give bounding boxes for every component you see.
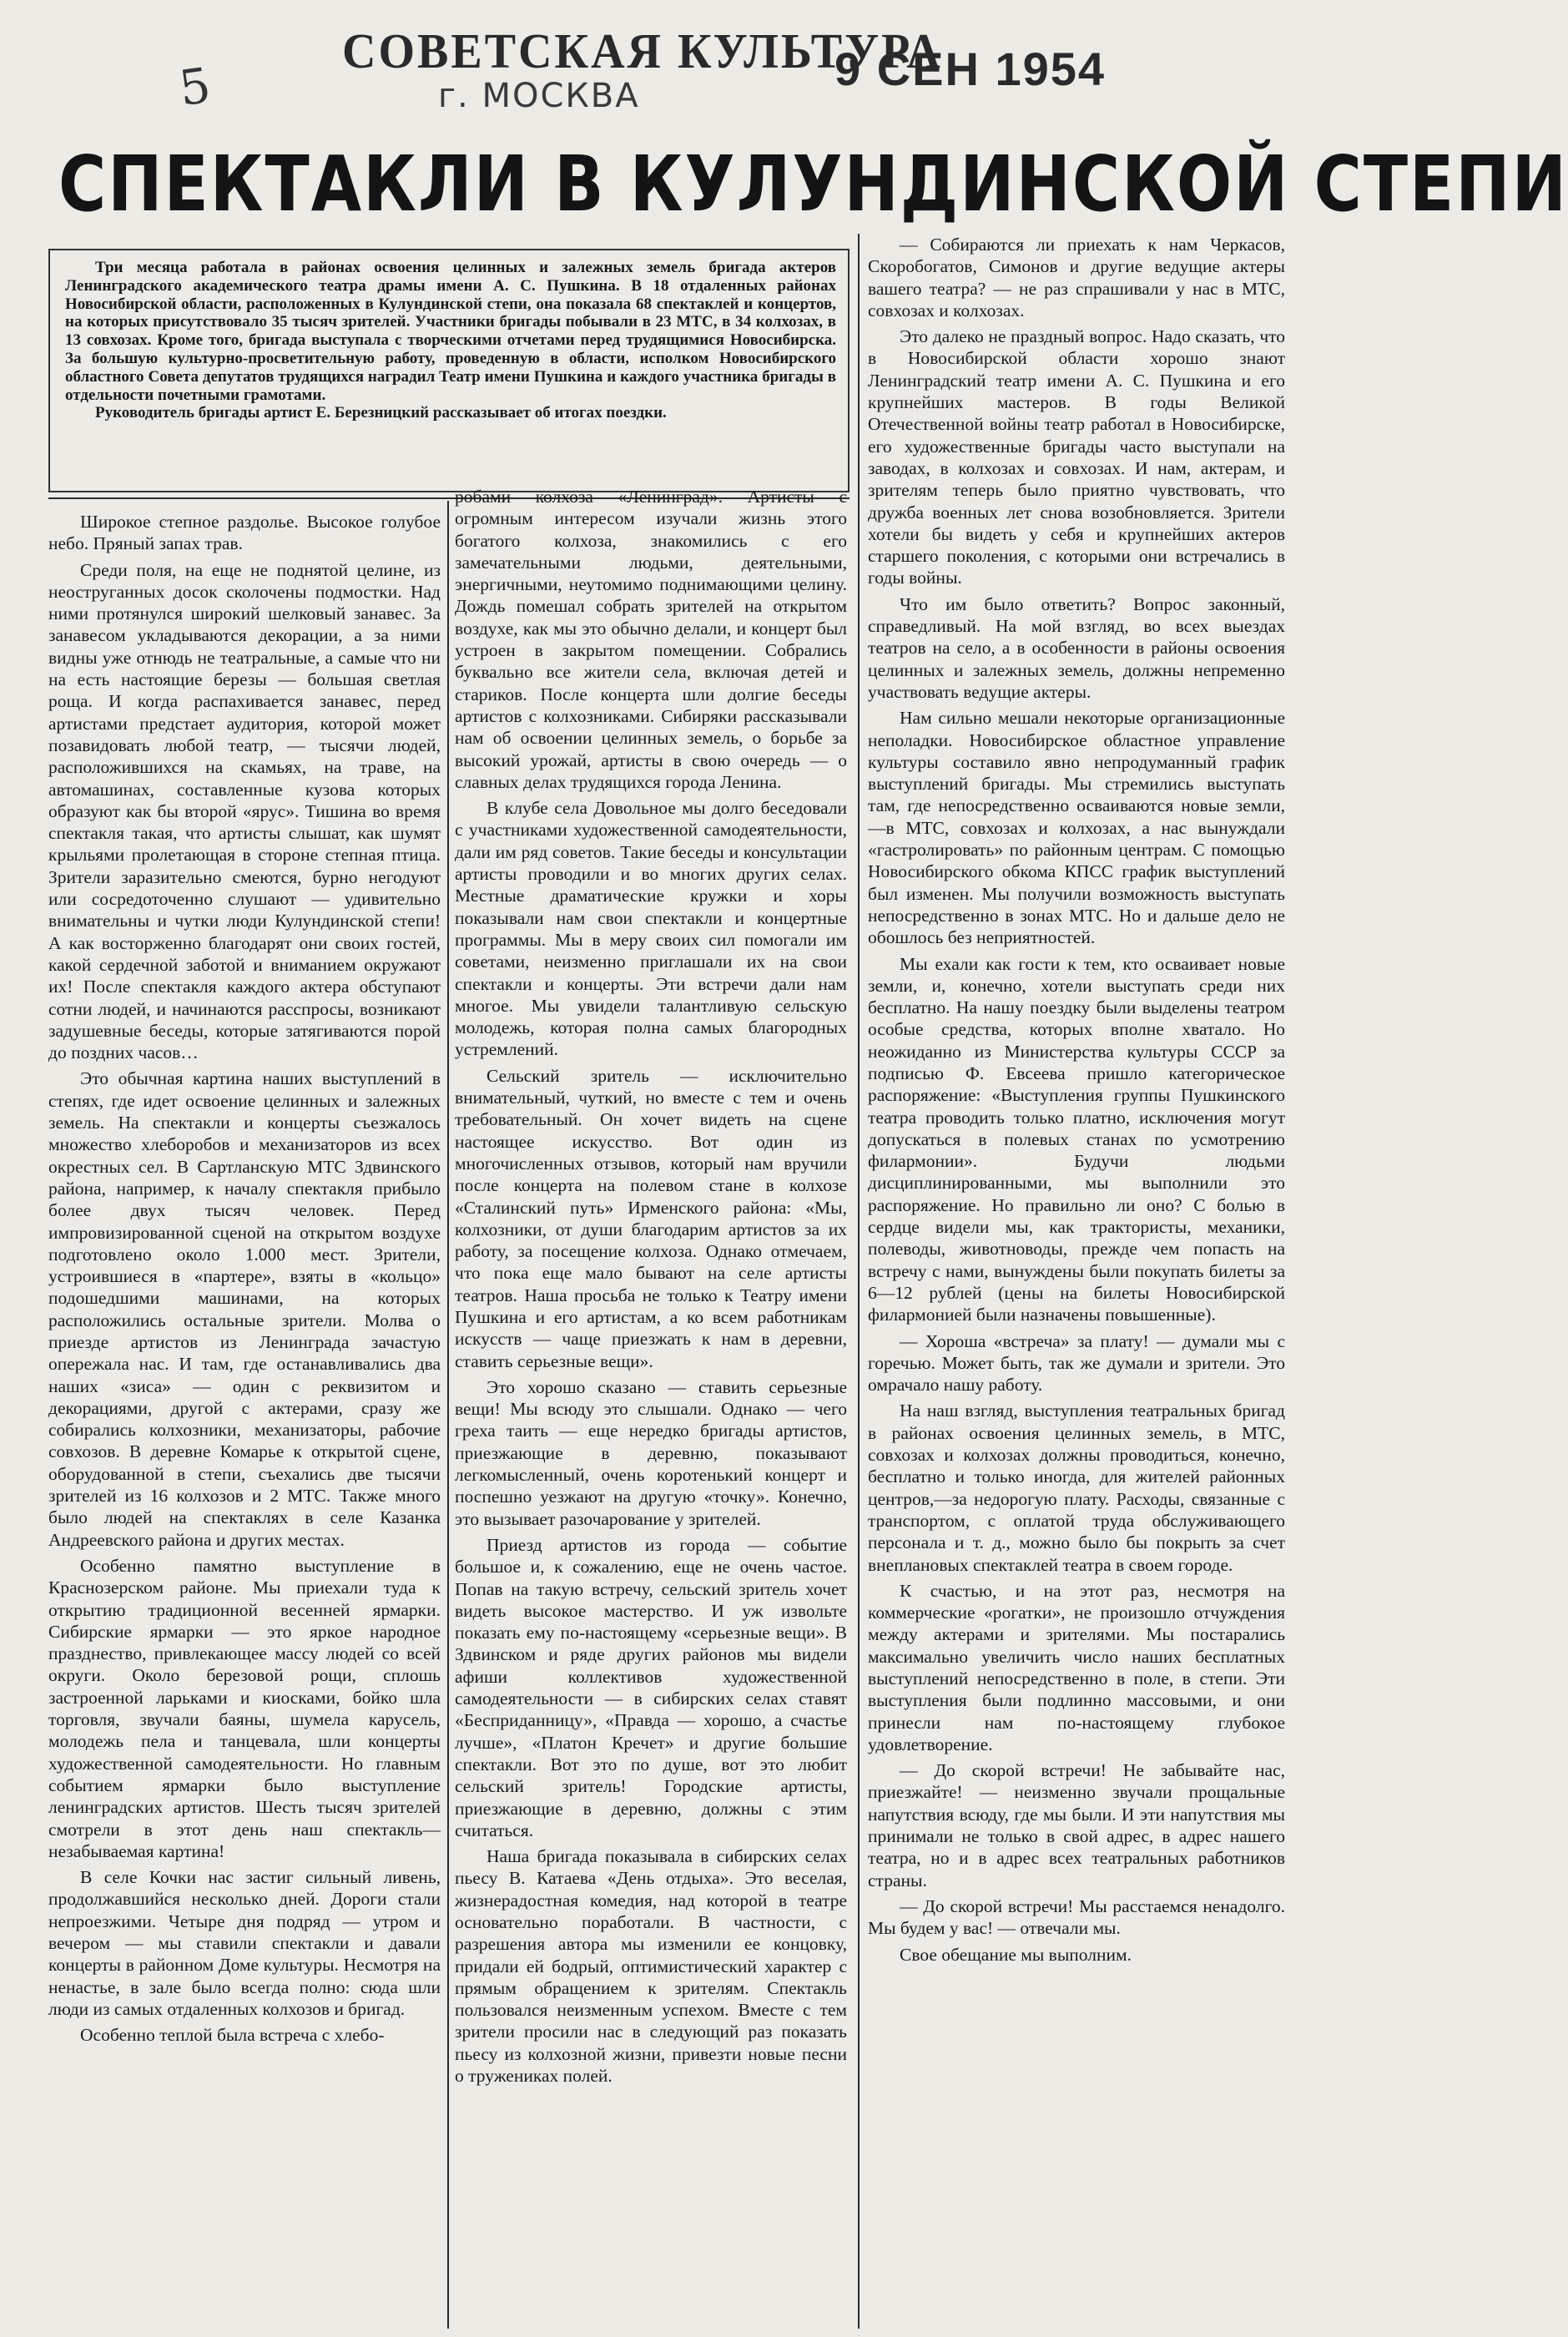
date-stamp: 9 СЕН 1954 — [834, 43, 1107, 95]
paragraph: Особенно теплой была встреча с хлебо- — [80, 2025, 385, 2046]
paragraph: На наш взгляд, выступления театральных бригад в районах освоения целинных земель, в МТС, совхозах и колхозах должны проводиться, конечно, бесплатно и только иногда, для жителей районных центров,—за недорогую плату. Расходы, связанные с транспортом, с оплатой труда обслуживающего персонала и т. д., можно было бы покрыть за счет внеплановых спектаклей театра в своем городе. — [868, 1401, 1285, 1575]
column-rule — [858, 234, 860, 2329]
paragraph: Среди поля, на еще не поднятой целине, из неоструганных досок сколочены подмостки. Над ними протянулся широкий шелковый занавес. За занавесом укладываются декорации, а за ними видны уже отнюдь не театральные, а самые что ни на есть настоящие березы — большая светлая роща. И когда распахивается занавес, перед артистами предстает аудитория, которой может позавидовать любой театр, — тысячи людей, расположившихся на скамьях, на траве, на автомашинах, составленные кузова которых образуют как бы второй «ярус». Тишина во время спектакля такая, что артисты слышат, как шумят крыльями пролетающая в стороне степная птица. Зрители заразительно смеются, бурно негодуют или сосредоточенно слушают — удивительно внимательны и чутки люди Кулундинской степи! А как восторженно благодарят они своих гостей, какой сердечной заботой и вниманием окружают их! После спектакля каждого актера обступают сотни людей, и начинаются расспросы, возникают задушевные беседы, которые затягиваются порой до поздних часов… — [48, 559, 441, 1063]
paragraph: Нам сильно мешали некоторые организационные неполадки. Новосибирское областное управление культуры составило явно непродуманный график выступлений бригады. Мы стремились выступать там, где непосредственно осваиваются новые земли,—в МТС, совхозах и колхозах, а нас вынуждали «гастролировать» по районным центрам. С помощью Новосибирского обкома КПСС график выступлений был изменен. Мы получили возможность выступать непосредственно в зонах МТС. Но и дальше дело не обошлось без неприятностей. — [868, 708, 1285, 948]
paragraph: Это обычная картина наших выступлений в степях, где идет освоение целинных и залежных земель. На спектакли и концерты съезжалось множество хлеборобов и механизаторов из всех окрестных сел. В Сартланскую МТС Здвинского района, например, к началу спектакля прибыло более двух тысяч человек. Перед импровизированной сценой на открытом воздухе подготовлено около 1.000 мест. Зрители, устроившиеся в «партере», взяты в «кольцо» подошедшими машинами, на которых расположились остальные зрители. Молва о приезде артистов из Ленинграда зачастую опережала нас. И там, где останавливались два наших «зиса» — один с реквизитом и декорациями, другой с актерами, сразу же собирались колхозники, механизаторы, рабочие совхозов. В деревне Комарье к открытой сцене, оборудованной в степи, съехались две тысячи зрителей из 16 колхозов и 2 МТС. Также много было людей на спектаклях в селе Казанка Андреевского района и других местах. — [48, 1068, 441, 1550]
paragraph: Особенно памятно выступление в Краснозерском районе. Мы приехали туда к открытию традиционной весенней ярмарки. Сибирские ярмарки — это яркое народное празднество, привлекающее массу людей со всей округи. Около березовой рощи, сплошь застроенной ларьками и киосками, бойко шла торговля, звучали баяны, шумела карусель, молодежь пела и танцевала, шли концерты художественной самодеятельности. Но главным событием ярмарки было выступление ленинградских артистов. Шесть тысяч зрителей смотрели в этот день наш спектакль—незабываемая картина! — [48, 1555, 441, 1861]
lead-paragraph: Три месяца работала в районах освоения целинных и залежных земель бригада актеров Ленинградского академического театра драмы имени А. С. Пушкина. В 18 отдаленных районах Новосибирской области, расположенных в Кулундинской степи, она показала 68 спектаклей и концертов, на которых присутствовало 35 тысяч зрителей. Участники бригады побывали в 23 МТС, в 34 колхозах, в 13 совхозах. Кроме того, бригада выступала с творческими отчетами перед трудящимися Новосибирска. За большую культурно-просветительную работу, проведенную в области, исполком Новосибирского областного Совета депутатов трудящихся наградил Театр имени Пушкина и каждого участника бригады в отдельности почетными грамотами. — [65, 259, 836, 404]
paragraph: Сельский зритель — исключительно внимательный, чуткий, но вместе с тем и очень требовательный. Он хочет видеть на сцене настоящее искусство. Вот один из многочисленных отзывов, который нам вручили после концерта на полевом стане в колхозе «Сталинский путь» Ирменского района: «Мы, колхозники, от души благодарим артистов за их работу, за посещение колхоза. Однако отмечаем, что пока еще мало бывают на селе артисты театров. Наша просьба не только к Театру имени Пушкина и его артистам, а ко всем работникам искусств — чаще приезжать к нам в деревни, ставить серьезные вещи». — [455, 1065, 847, 1371]
lead-box — [48, 249, 850, 492]
lead-byline: Руководитель бригады артист Е. Березницкий рассказывает об итогах поездки. — [95, 404, 667, 422]
column-rule — [447, 501, 449, 2329]
paragraph: — До скорой встречи! Не забывайте нас, приезжайте! — неизменно звучали прощальные напутствия всюду, где мы были. И эти напутствия мы принимали не только в свой адрес, в адрес нашего театра, но и в адрес всех театральных работников страны. — [868, 1760, 1285, 1890]
paragraph: Свое обещание мы выполним. — [900, 1944, 1132, 1965]
paragraph: — Собираются ли приехать к нам Черкасов, Скоробогатов, Симонов и другие ведущие актеры вашего театра? — не раз спрашивали у нас в МТС, совхозах и колхозах. — [868, 235, 1285, 321]
paragraph: Это хорошо сказано — ставить серьезные вещи! Мы всюду это слышали. Однако — чего греха таить — еще нередко бригады артистов, приезжающие в деревню, показывают легкомысленный, очень коротенький концерт и поспешно уезжают на другую «точку». Конечно, это вызывает разочарование у зрителей. — [455, 1376, 847, 1529]
paragraph: — До скорой встречи! Мы расстаемся ненадолго. Мы будем у вас! — отвечали мы. — [868, 1895, 1285, 1939]
newspaper-title-stamp: СОВЕТСКАЯ КУЛЬТУРА — [342, 24, 943, 79]
paragraph: В селе Кочки нас застиг сильный ливень, продолжавшийся несколько дней. Дороги стали непроезжими. Четыре дня подряд — утром и вечером — мы ставили спектакли и давали концерты в районном Доме культуры. Несмотря на ненастье, в зале было всегда полно: сюда шли люди из самых отдаленных колхозов и бригад. — [48, 1867, 441, 2019]
paragraph: Мы ехали как гости к тем, кто осваивает новые земли, и, конечно, хотели выступать среди них бесплатно. На нашу поездку были выделены театром особые средства, которых вполне хватало. Но неожиданно из Министерства культуры СССР за подписью Ф. Евсеева пришло категорическое распоряжение: «Выступления группы Пушкинского театра проводить только платно, исключения могут допускаться в полевых станах по усмотрению филармонии». Будучи людьми дисциплинированными, мы выполнили это распоряжение. Но правильно ли оно? С болью в сердце видели мы, как трактористы, механики, полеводы, животноводы, прежде чем попасть на встречу с нами, вынуждены были покупать билеты за 6—12 рублей (цены на билеты Новосибирской филармонией были назначены повышенные). — [868, 953, 1285, 1325]
paragraph: К счастью, и на этот раз, несмотря на коммерческие «рогатки», не произошло отчуждения между актерами и зрителями. Мы постарались максимально увеличить число наших бесплатных выступлений непосредственно в поле, в степи. Эти выступления были подлинно массовыми, и они принесли нам по-настоящему глубокое удовлетворение. — [868, 1580, 1285, 1754]
article-column-1 — [48, 511, 441, 2330]
handwritten-mark: 5 — [175, 56, 214, 118]
article-headline: СПЕКТАКЛИ В КУЛУНДИНСКОЙ СТЕПИ — [58, 140, 1568, 230]
paragraph: Широкое степное раздолье. Высокое голубое небо. Пряный запах трав. — [48, 512, 441, 554]
article-column-2 — [455, 486, 847, 2330]
paragraph: Наша бригада показывала в сибирских селах пьесу В. Катаева «День отдыха». Это веселая, жизнерадостная комедия, над которой в театре основательно поработали. В частности, с разрешения автора мы изменили ее концовку, придали ей бодрый, оптимистический характер с прямым обращением к зрителям. Спектакль пользовался неизменным успехом. Вместе с тем зрители просили нас в следующий раз показать пьесу из колхозной жизни, привезти новые песни о тружениках полей. — [455, 1846, 847, 2087]
city-stamp: г. МОСКВА — [438, 77, 640, 115]
paragraph: Это далеко не праздный вопрос. Надо сказать, что в Новосибирской области хорошо знают Ленинградский театр имени А. С. Пушкина и его крупнейших мастеров. В годы Великой Отечественной войны театр работал в Новосибирске, его художественные бригады часто выступали на заводах, в колхозах и совхозах. И нам, актерам, и зрителям теперь было приятно чувствовать, что дружба военных лет снова возобновляется. Зрители хотели бы видеть у себя и крупнейших актеров старшего поколения, с которыми они встречались в годы войны. — [868, 326, 1285, 588]
article-column-3 — [868, 234, 1285, 2330]
paragraph: Приезд артистов из города — событие большое и, к сожалению, еще не очень частое. Попав на такую встречу, сельский зритель хочет видеть высокое мастерство. И уж извольте показать ему по-настоящему «серьезные вещи». В Здвинском и ряде других районов мы видели афиши коллективов художественной самодеятельности — в сибирских селах ставят «Бесприданницу», «Правда — хорошо, а счастье лучше», «Платон Кречет» и другие большие спектакли. Вот это по душе, вот это любит сельский зритель! Городские артисты, приезжающие в деревню, должны с этим считаться. — [455, 1534, 847, 1840]
paragraph: В клубе села Довольное мы долго беседовали с участниками художественной самодеятельности, дали им ряд советов. Такие беседы и консультации артисты проводили и во многих других селах. Местные драматические кружки и хоры показывали нам свои спектакли и концертные программы. Мы в меру своих сил помогали им советами, неизменно приглашали их на свои спектакли и концерты. Эти встречи дали нам многое. Мы увидели талантливую сельскую молодежь, которая полна самых благородных устремлений. — [455, 798, 847, 1060]
paragraph: робами колхоза «Ленинград». Артисты с огромным интересом изучали жизнь этого богатого колхоза, знакомились с его замечательными людьми, деятельными, энергичными, неутомимо поднимающими целину. Дождь помешал собрать зрителей на открытом воздухе, как мы это обычно делали, и концерт был устроен в закрытом помещении. Собрались буквально все жители села, включая детей и стариков. После концерта шли долгие беседы артистов с колхозниками. Сибиряки рассказывали нам об освоении целинных земель, о борьбе за высокий урожай, артисты в свою очередь — о славных делах трудящихся города Ленина. — [455, 487, 847, 792]
paragraph: — Хороша «встреча» за плату! — думали мы с горечью. Может быть, так же думали и зрители. Это омрачало нашу работу. — [868, 1330, 1285, 1396]
paragraph: Что им было ответить? Вопрос законный, справедливый. На мой взгляд, во всех выездах театров на село, а в особенности в районы освоения целинных и залежных земель, должны непременно участвовать ведущие актеры. — [868, 593, 1285, 702]
